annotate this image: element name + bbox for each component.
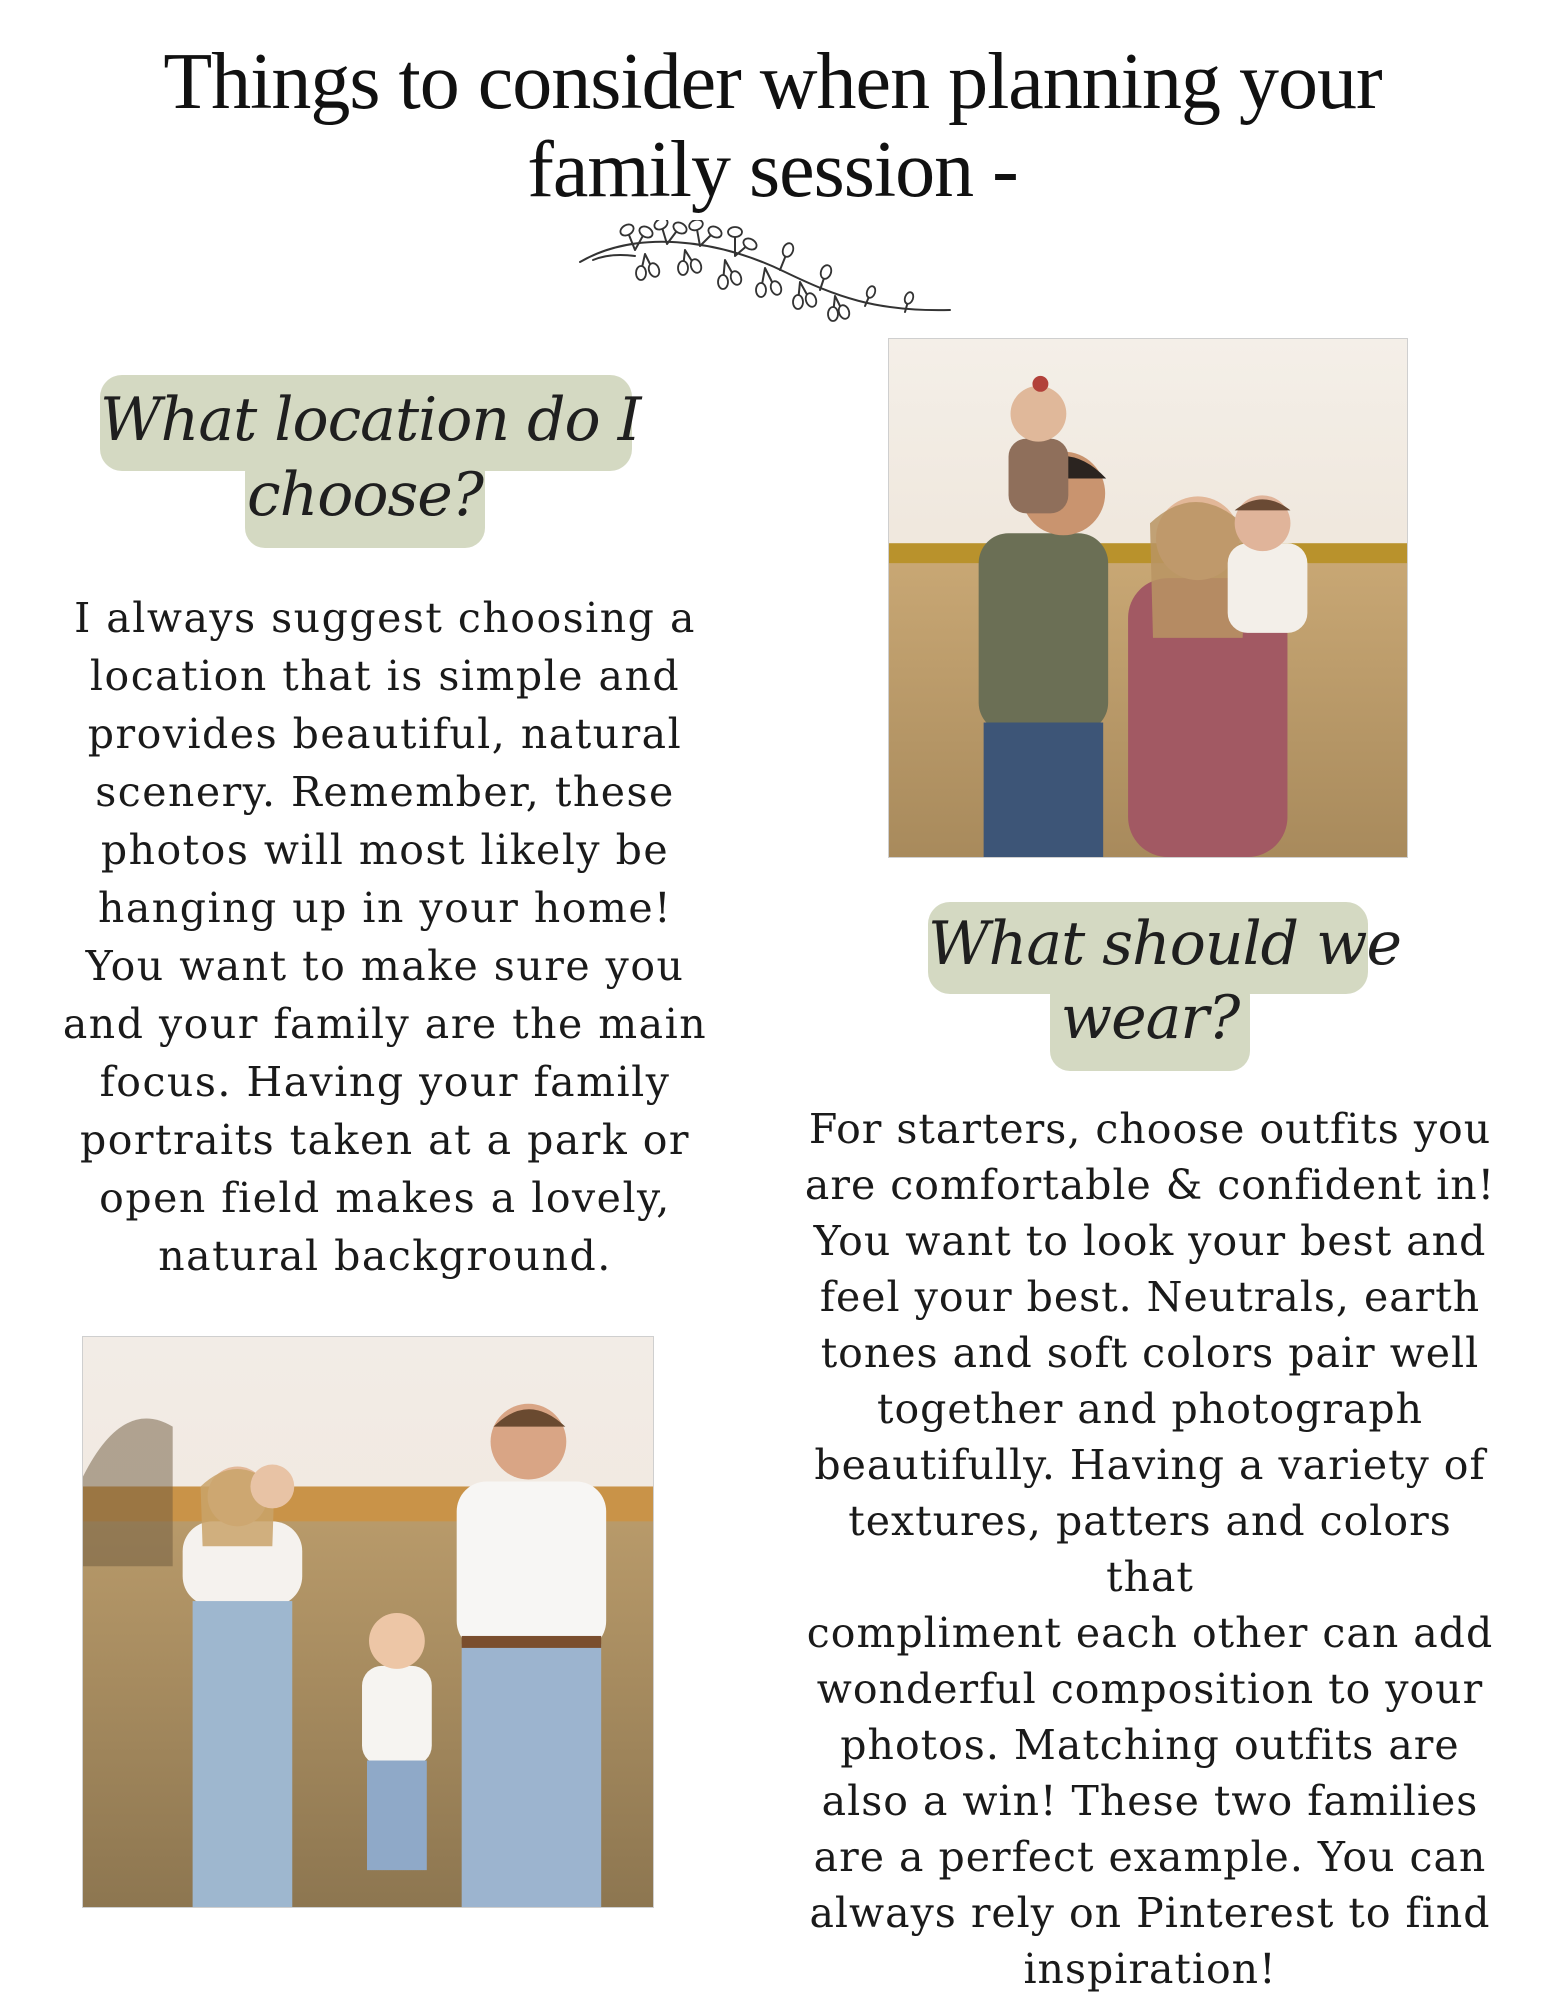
wear-paragraph-line: beautifully. Having a variety of xyxy=(814,1441,1486,1489)
location-paragraph-line: natural background. xyxy=(158,1232,612,1280)
wear-paragraph-line: are a perfect example. You can xyxy=(813,1833,1487,1881)
location-paragraph-line: location that is simple and xyxy=(89,652,681,700)
location-paragraph-line: focus. Having your family xyxy=(99,1058,671,1106)
wear-paragraph-line: photos. Matching outfits are xyxy=(840,1721,1460,1769)
wear-paragraph-line: feel your best. Neutrals, earth xyxy=(819,1273,1481,1321)
location-paragraph-line: hanging up in your home! xyxy=(97,884,673,932)
location-heading-line-2: choose? xyxy=(247,460,483,530)
location-paragraph-line: scenery. Remember, these xyxy=(95,768,675,816)
wear-paragraph-line: are comfortable & confident in! xyxy=(804,1161,1496,1209)
wear-heading-line-1: What should we xyxy=(928,909,1402,979)
location-heading-line-1: What location do I xyxy=(100,385,641,455)
wear-paragraph-line: always rely on Pinterest to find xyxy=(809,1889,1491,1937)
page-title xyxy=(80,38,1465,214)
location-paragraph-line: You want to make sure you xyxy=(85,942,685,990)
wear-paragraph-line: For starters, choose outfits you xyxy=(808,1105,1492,1153)
page-title-line-1: Things to consider when planning your xyxy=(163,38,1382,126)
location-paragraph-line: portraits taken at a park or xyxy=(79,1116,691,1164)
location-paragraph-line: photos will most likely be xyxy=(100,826,670,874)
wear-paragraph-line: textures, patters and colors that xyxy=(848,1497,1452,1601)
location-paragraph-line: and your family are the main xyxy=(62,1000,708,1048)
wear-paragraph-line: inspiration! xyxy=(1023,1945,1277,1993)
wear-paragraph xyxy=(800,1101,1500,1997)
family-photo-field-bottom xyxy=(82,1336,654,1908)
wear-paragraph-line: tones and soft colors pair well xyxy=(820,1329,1480,1377)
location-paragraph-line: open field makes a lovely, xyxy=(99,1174,671,1222)
wear-paragraph-line: compliment each other can add xyxy=(806,1609,1494,1657)
wear-paragraph-line: wonderful composition to your xyxy=(816,1665,1484,1713)
wear-paragraph-line: also a win! These two families xyxy=(821,1777,1479,1825)
location-paragraph xyxy=(55,589,715,1285)
family-photo-field-top xyxy=(888,338,1408,858)
page-title-line-2: family session - xyxy=(527,126,1018,214)
leaf-sprig-icon xyxy=(575,220,955,350)
wear-paragraph-line: You want to look your best and xyxy=(813,1217,1487,1265)
wear-heading-line-2: wear? xyxy=(1060,983,1240,1053)
wear-paragraph-line: together and photograph xyxy=(876,1385,1423,1433)
location-paragraph-line: I always suggest choosing a xyxy=(74,594,696,642)
location-paragraph-line: provides beautiful, natural xyxy=(87,710,683,758)
